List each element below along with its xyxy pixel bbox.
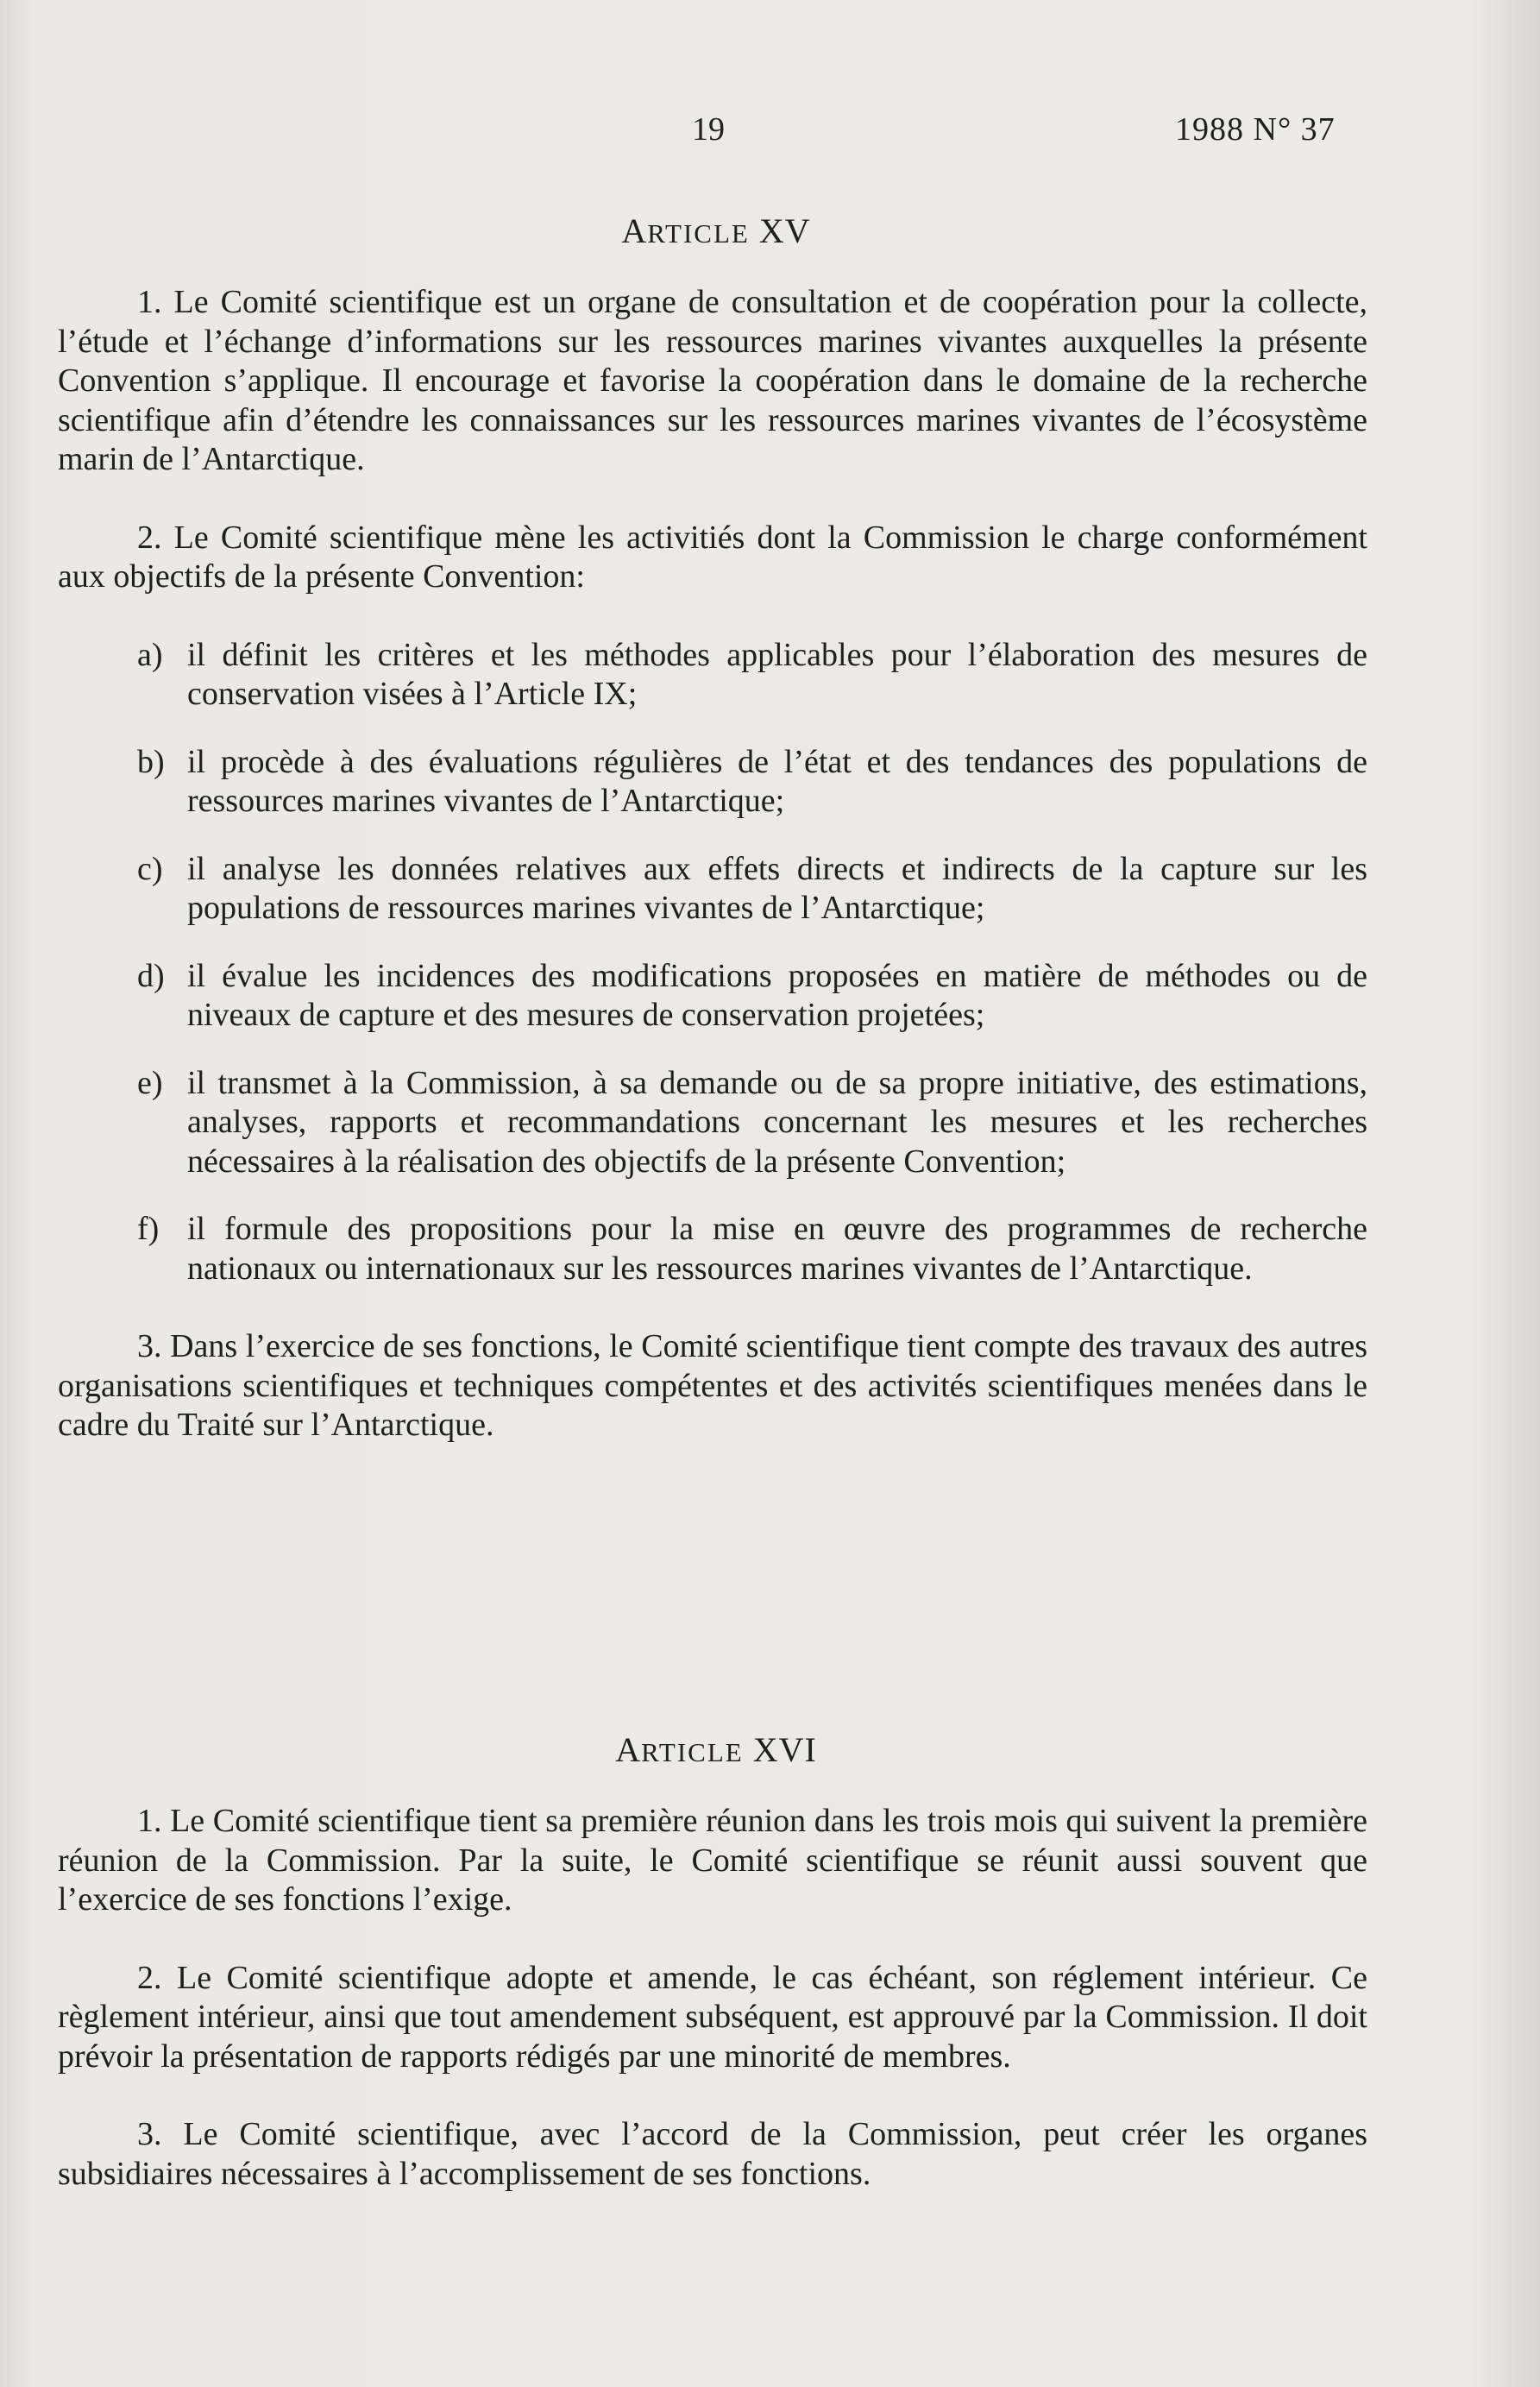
article-xv-heading: ARTICLE XV bbox=[621, 211, 811, 250]
article-xvi-body bbox=[58, 1802, 1367, 2233]
article-xvi-heading: ARTICLE XVI bbox=[615, 1730, 817, 1769]
article-xvi-paragraph-1: 1. Le Comité scientifique tient sa première réunion dans les trois mois qui suivent la première réunion de la Commission. Par la suite, le Comité scientifique se réunit aussi souvent que l’exercice de ses fonctions l’exige. bbox=[58, 1803, 1367, 1918]
article-xv-body bbox=[58, 283, 1367, 1484]
document-reference: 1988 N° 37 bbox=[1175, 111, 1336, 148]
article-xvi-paragraph-2: 2. Le Comité scientifique adopte et amende, le cas échéant, son réglement intérieur. Ce règlement intérieur, ainsi que tout amendement subséquent, est approuvé par la Commission. Il doit prévoir la présentation de rapports rédigés par une minorité de membres. bbox=[58, 1959, 1367, 2075]
list-item-d: d) il évalue les incidences des modifications proposées en matière de méthodes ou de niveaux de capture et des mesures de conservation projetées; bbox=[137, 957, 1367, 1033]
list-item-f: f) il formule des propositions pour la mise en œuvre des programmes de recherche nationaux ou internationaux sur les ressources marines vivantes de l’Antarctique. bbox=[137, 1211, 1367, 1287]
list-item-a: a) il définit les critères et les méthodes applicables pour l’élaboration des mesures de conservation visées à l’Article IX; bbox=[137, 636, 1367, 712]
page-number: 19 bbox=[692, 111, 725, 148]
list-item-b: b) il procède à des évaluations régulières de l’état et des tendances des populations de ressources marines vivantes de l’Antarctique; bbox=[137, 743, 1367, 819]
article-xv-paragraph-3: 3. Dans l’exercice de ses fonctions, le Comité scientifique tient compte des travaux des autres organisations scientifiques et techniques compétentes et des activités scientifiques menées dans le cadre du Traité sur l’Antarctique. bbox=[58, 1328, 1367, 1443]
article-xv-list bbox=[58, 636, 1367, 1289]
article-xv-paragraph-2: 2. Le Comité scientifique mène les activitiés dont la Commission le charge conformément aux objectifs de la présente Convention: bbox=[58, 519, 1367, 595]
article-xv-paragraph-1: 1. Le Comité scientifique est un organe de consultation et de coopération pour la collecte, l’étude et l’échange d’informations sur les ressources marines vivantes auxquelles la présente Convention s’applique. Il encourage et favorise la coopération dans le domaine de la recherche scientifique afin d’étendre les connaissances sur les ressources marines vivantes de l’écosystème marin de l’Antarctique. bbox=[58, 284, 1367, 477]
list-item-e: e) il transmet à la Commission, à sa demande ou de sa propre initiative, des estimations, analyses, rapports et recommandations concernant les mesures et les recherches nécessaires à la réalisation des objectifs de la présente Convention; bbox=[137, 1064, 1367, 1180]
article-xvi-paragraph-3: 3. Le Comité scientifique, avec l’accord de la Commission, peut créer les organes subsidiaires nécessaires à l’accomplissement de ses fonctions. bbox=[58, 2116, 1367, 2192]
page-header bbox=[0, 110, 1540, 162]
list-item-c: c) il analyse les données relatives aux effets directs et indirects de la capture sur les populations de ressources marines vivantes de l’Antarctique; bbox=[137, 850, 1367, 926]
